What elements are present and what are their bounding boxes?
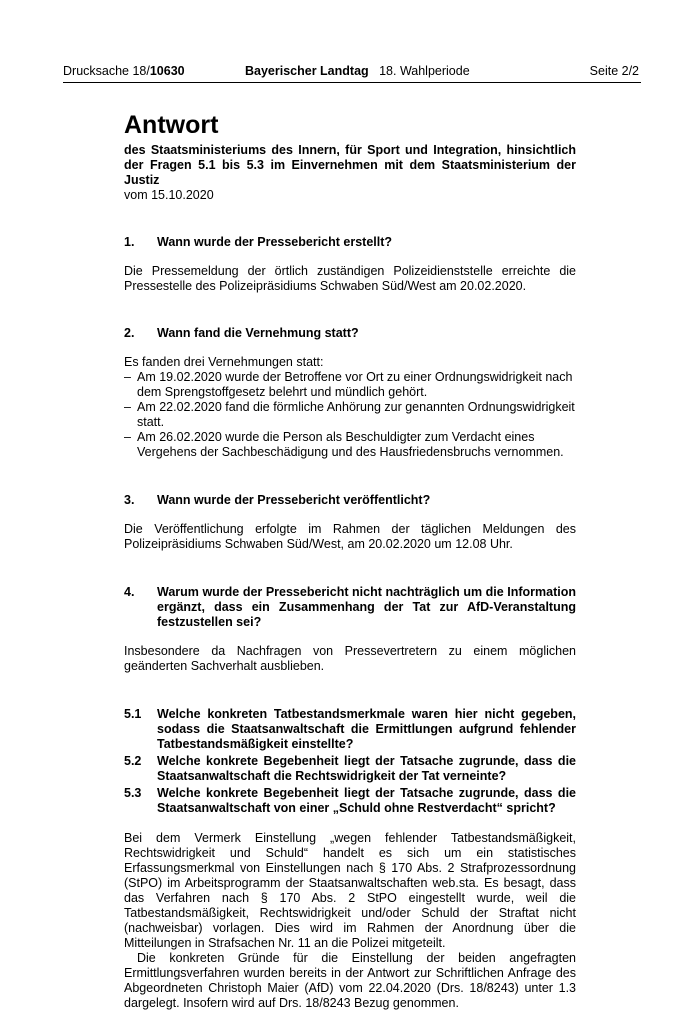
list-item: – Am 26.02.2020 wurde die Person als Beschuldigter zum Verdacht eines Vergehens der Sachbeschädigung und des Hausfriedensbruchs vernommen.	[124, 430, 564, 459]
drucksache-number-bold: 10630	[149, 64, 185, 78]
question-2	[124, 326, 576, 341]
answer-5-paragraph-2: Die konkreten Gründe für die Einstellung der beiden angefragten Ermittlungsverfahren wurden bereits in der Antwort zur Schriftlichen Anfrage des Abgeordneten Christoph Maier (AfD) vom 22.04.2020 (Drs. 18/8243) unter 1.3 dargelegt. Insofern wird auf Drs. 18/8243 Bezug genommen.	[124, 951, 576, 1010]
question-number: 1.	[124, 235, 135, 249]
answer-date: vom 15.10.2020	[124, 188, 214, 202]
page-number: Seite 2/2	[589, 64, 639, 78]
question-text: Wann wurde der Pressebericht erstellt?	[157, 235, 393, 249]
question-number: 3.	[124, 493, 135, 507]
answer-2-intro: Es fanden drei Vernehmungen statt:	[124, 355, 324, 369]
hearing-list	[124, 370, 576, 460]
answer-subtitle: des Staatsministeriums des Innern, für Sport und Integration, hinsichtlich der Fragen 5.1 bis 5.3 im Einvernehmen mit dem Staatsministerium der Justiz	[124, 143, 576, 187]
list-item: – Am 19.02.2020 wurde der Betroffene vor Ort zu einer Ordnungswidrigkeit nach dem Sprengstoffgesetz belehrt und mündlich gehört.	[124, 370, 573, 399]
page-header	[63, 62, 639, 82]
parliament-name: Bayerischer Landtag	[245, 64, 369, 78]
question-number: 5.2	[124, 754, 142, 768]
question-text: Wann fand die Vernehmung statt?	[157, 326, 359, 340]
answer-3: Die Veröffentlichung erfolgte im Rahmen der täglichen Meldungen des Polizeipräsidiums Schwaben Süd/West, am 20.02.2020 um 12.08 Uhr.	[124, 522, 576, 551]
header-divider	[63, 82, 641, 83]
drucksache-number: Drucksache 18/10630	[63, 64, 185, 78]
question-text: Welche konkrete Begebenheit liegt der Tatsache zugrunde, dass die Staatsanwaltschaft die Rechtswidrigkeit der Tat verneinte?	[157, 754, 576, 783]
election-period: 18. Wahlperiode	[379, 64, 470, 78]
question-1	[124, 235, 576, 250]
question-4	[124, 585, 576, 630]
question-number: 4.	[124, 585, 135, 599]
question-5-1	[124, 707, 576, 752]
question-5-2	[124, 754, 576, 784]
question-5-3	[124, 786, 576, 816]
question-number: 5.3	[124, 786, 142, 800]
list-item: – Am 22.02.2020 fand die förmliche Anhörung zur genannten Ordnungswidrigkeit statt.	[124, 400, 575, 429]
question-number: 2.	[124, 326, 135, 340]
question-text: Wann wurde der Pressebericht veröffentlicht?	[157, 493, 431, 507]
answer-title: Antwort	[124, 111, 219, 139]
parliament-info	[245, 64, 470, 78]
question-number: 5.1	[124, 707, 142, 721]
question-text: Warum wurde der Pressebericht nicht nachträglich um die Information ergänzt, dass ein Zusammenhang der Tat zur AfD-Veranstaltung festzustellen sei?	[157, 585, 576, 629]
answer-5-paragraph-1: Bei dem Vermerk Einstellung „wegen fehlender Tatbestandsmäßigkeit, Rechtswidrigkeit und Schuld“ handelt es sich um ein statistisches Erfassungsmerkmal von Einstellungen nach § 170 Abs. 2 Strafprozessordnung (StPO) im Arbeitsprogramm der Staatsanwaltschaften web.sta. Es besagt, dass das Verfahren nach § 170 Abs. 2 StPO eingestellt wurde, weil die Tatbestandsmäßigkeit, Rechtswidrigkeit und/oder Schuld der Straftat nicht (nachweisbar) vorlagen. Dies wird im Rahmen der Anordnung über die Mitteilungen in Strafsachen Nr. 11 an die Polizei mitgeteilt.	[124, 831, 576, 950]
answer-1: Die Pressemeldung der örtlich zuständigen Polizeidienststelle erreichte die Pressestelle des Polizeipräsidiums Schwaben Süd/West am 20.02.2020.	[124, 264, 576, 293]
question-3	[124, 493, 576, 508]
question-text: Welche konkrete Begebenheit liegt der Tatsache zugrunde, dass die Staatsanwaltschaft von einer „Schuld ohne Restverdacht“ spricht?	[157, 786, 576, 815]
question-text: Welche konkreten Tatbestandsmerkmale waren hier nicht gegeben, sodass die Staatsanwaltschaft die Ermittlungen aufgrund fehlender Tatbestandsmäßigkeit einstellte?	[157, 707, 576, 751]
answer-4: Insbesondere da Nachfragen von Pressevertretern zu einem möglichen geänderten Sachverhalt ausblieben.	[124, 644, 576, 673]
answer-body	[124, 110, 576, 1011]
